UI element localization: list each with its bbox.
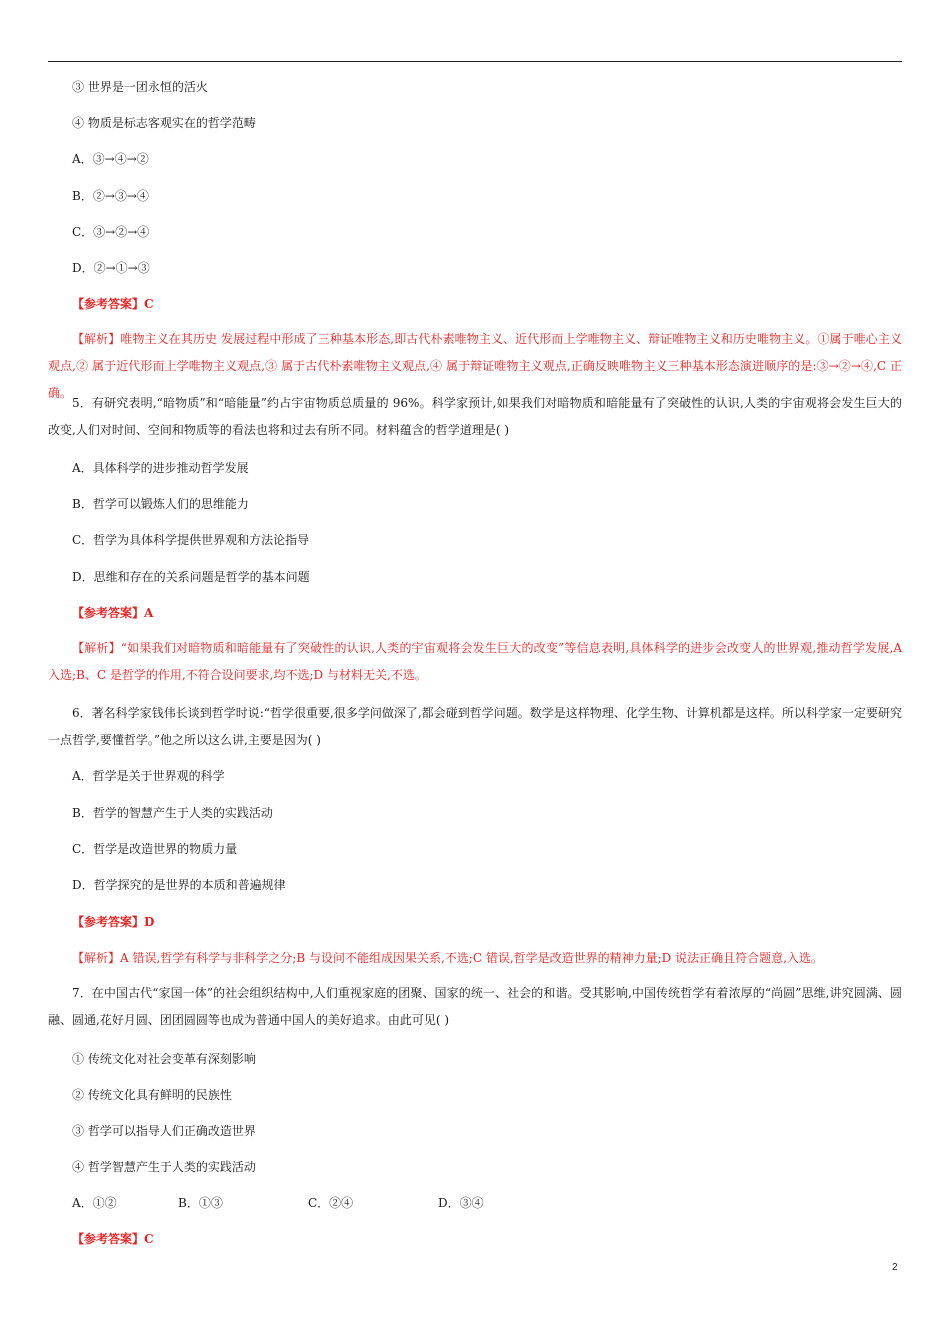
- option-item: ① 传统文化对社会变革有深刻影响: [72, 1052, 256, 1066]
- header-rule: [48, 61, 902, 62]
- answer-choice-d: D．思维和存在的关系问题是哲学的基本问题: [72, 570, 310, 584]
- analysis-text: 【解析】“如果我们对暗物质和暗能量有了突破性的认识,人类的宇宙观将会发生巨大的改变”等信息表明,具体科学的进步会改变人的世界观,推动哲学发展,A 入选;B、C 是哲学的作用,不符合设问要求,均不选;D 与材料无关,不选。: [48, 641, 902, 682]
- answer-choice-b: B．哲学可以锻炼人们的思维能力: [72, 497, 249, 511]
- reference-answer: 【参考答案】D: [72, 915, 155, 929]
- answer-choice-c: C．哲学是改造世界的物质力量: [72, 842, 238, 856]
- answer-choice-c: C．哲学为具体科学提供世界观和方法论指导: [72, 533, 310, 547]
- question-text: 6．著名科学家钱伟长谈到哲学时说:“哲学很重要,很多学问做深了,都会碰到哲学问题。数学是这样物理、化学生物、计算机都是这样。所以科学家一定要研究一点哲学,要懂哲学。”他之所以这么讲,主要是因为( ): [48, 706, 902, 747]
- answer-choice-a: A．①②: [72, 1196, 117, 1210]
- answer-choice-d: D．③④: [438, 1196, 484, 1210]
- answer-choice-c: C．②④: [308, 1196, 354, 1210]
- question-text: 7．在中国古代“家国一体”的社会组织结构中,人们重视家庭的团聚、国家的统一、社会的和谐。受其影响,中国传统哲学有着浓厚的“尚圆”思维,讲究圆满、圆融、圆通,花好月圆、团团圆圆等也成为普通中国人的美好追求。由此可见( ): [48, 986, 902, 1027]
- option-item: ④ 物质是标志客观实在的哲学范畴: [72, 116, 256, 130]
- reference-answer: 【参考答案】A: [72, 606, 154, 620]
- answer-choice-b: B．②→③→④: [72, 189, 149, 203]
- option-item: ④ 哲学智慧产生于人类的实践活动: [72, 1160, 256, 1174]
- question-text: 5．有研究表明,“暗物质”和“暗能量”约占宇宙物质总质量的 96%。科学家预计,如果我们对暗物质和暗能量有了突破性的认识,人类的宇宙观将会发生巨大的改变,人们对时间、空间和物质等的看法也将和过去有所不同。材料蕴含的哲学道理是( ): [48, 396, 902, 437]
- option-item: ② 传统文化具有鲜明的民族性: [72, 1088, 232, 1102]
- answer-choice-a: A．具体科学的进步推动哲学发展: [72, 461, 249, 475]
- reference-answer: 【参考答案】C: [72, 297, 154, 311]
- answer-choice-b: B．①③: [178, 1196, 223, 1210]
- page-number: 2: [892, 1262, 898, 1273]
- analysis-text: 【解析】A 错误,哲学有科学与非科学之分;B 与设问不能组成因果关系,不选;C 错误,哲学是改造世界的精神力量;D 说法正确且符合题意,入选。: [72, 951, 823, 965]
- answer-choice-a: A．③→④→②: [72, 152, 149, 166]
- answer-choice-c: C．③→②→④: [72, 225, 150, 239]
- option-item: ③ 世界是一团永恒的活火: [72, 80, 208, 94]
- answer-choice-d: D．②→①→③: [72, 261, 150, 275]
- reference-answer: 【参考答案】C: [72, 1232, 154, 1246]
- answer-choice-a: A．哲学是关于世界观的科学: [72, 769, 225, 783]
- analysis-text: 【解析】唯物主义在其历史 发展过程中形成了三种基本形态,即古代朴素唯物主义、近代形而上学唯物主义、辩证唯物主义和历史唯物主义。①属于唯心主义观点,② 属于近代形而上学唯物主义观点,③ 属于古代朴素唯物主义观点,④ 属于辩证唯物主义观点,正确反映唯物主义三种基本形态演进顺序的是:③→②→④,C 正确。: [48, 332, 902, 400]
- option-item: ③ 哲学可以指导人们正确改造世界: [72, 1124, 256, 1138]
- answer-choice-d: D．哲学探究的是世界的本质和普遍规律: [72, 878, 286, 892]
- answer-choice-b: B．哲学的智慧产生于人类的实践活动: [72, 806, 273, 820]
